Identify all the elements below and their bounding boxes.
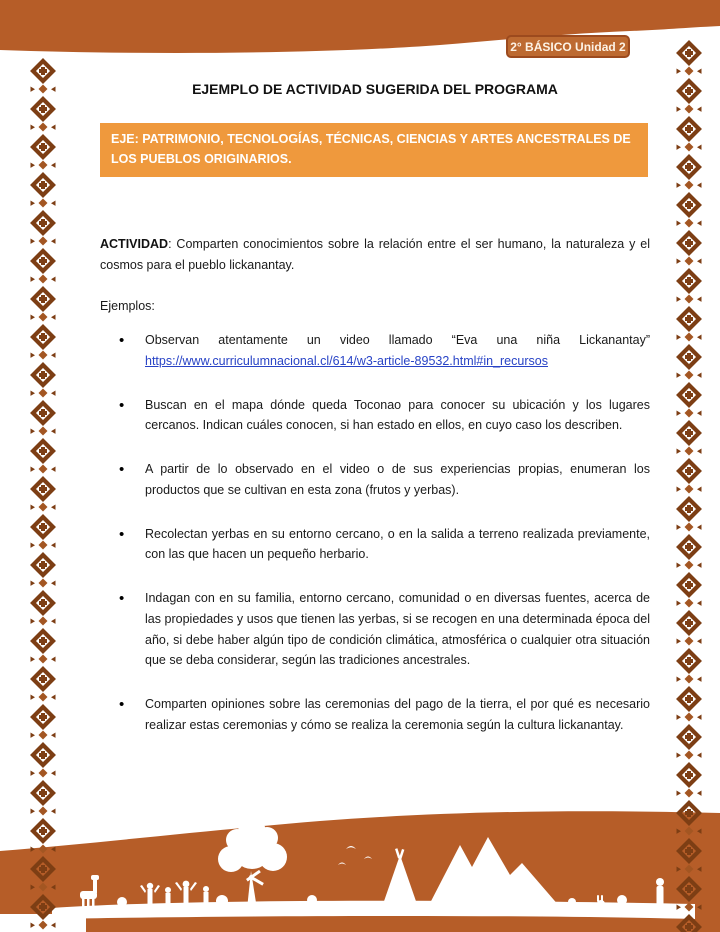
examples-list: [100, 330, 650, 736]
list-item: • Buscan en el mapa dónde queda Toconao para conocer su ubicación y los lugares cercanos. Indican cuáles conocen, si han estado en ellos, en cuyo caso los describen.: [100, 395, 650, 437]
page-title: EJEMPLO DE ACTIVIDAD SUGERIDA DEL PROGRAMA: [192, 81, 558, 97]
content-column: [100, 0, 650, 759]
activity-text: : Comparten conocimientos sobre la relación entre el ser humano, la naturaleza y el cosmos para el pueblo lickanantay.: [100, 236, 650, 272]
activity-paragraph: [100, 234, 650, 276]
list-item: [100, 330, 650, 372]
list-item: • Recolectan yerbas en su entorno cercano, o en la salida a terreno realizada previamente, con las que hacen un pequeño herbario.: [100, 524, 650, 566]
video-hyperlink[interactable]: https://www.curriculumnacional.cl/614/w3-article-89532.html#in_recursos: [145, 353, 548, 368]
unit-badge: 2° BÁSICO Unidad 2: [506, 35, 630, 58]
left-ornament-border: [30, 58, 56, 932]
list-item: • Indagan con en su familia, entorno cercano, comunidad o en diversas fuentes, acerca de las propiedades y usos que tienen las yerbas, si se recogen en una determinada época del año, si debe haber algún tipo de condición climática, atmosférica o cualquier otra situación que se deba considerar, según las tradiciones ancestrales.: [100, 588, 650, 671]
examples-label: Ejemplos:: [100, 299, 155, 314]
right-ornament-border: [676, 40, 702, 932]
eje-banner: EJE: PATRIMONIO, TECNOLOGÍAS, TÉCNICAS, CIENCIAS Y ARTES ANCESTRALES DE LOS PUEBLOS ORIGINARIOS.: [100, 123, 648, 177]
activity-label: ACTIVIDAD: [100, 236, 169, 251]
bullet-text: • Observan atentamente un video llamado “Eva una niña Lickanantay”: [145, 333, 650, 348]
footer-landscape-illustration: [0, 787, 720, 932]
list-item: • A partir de lo observado en el video o de sus experiencias propias, enumeran los productos que se cultivan en esta zona (frutos y yerbas).: [100, 459, 650, 501]
list-item: • Comparten opiniones sobre las ceremonias del pago de la tierra, el por qué es necesario realizar estas ceremonias y cómo se realiza la ceremonia según la cultura lickanantay.: [100, 694, 650, 736]
